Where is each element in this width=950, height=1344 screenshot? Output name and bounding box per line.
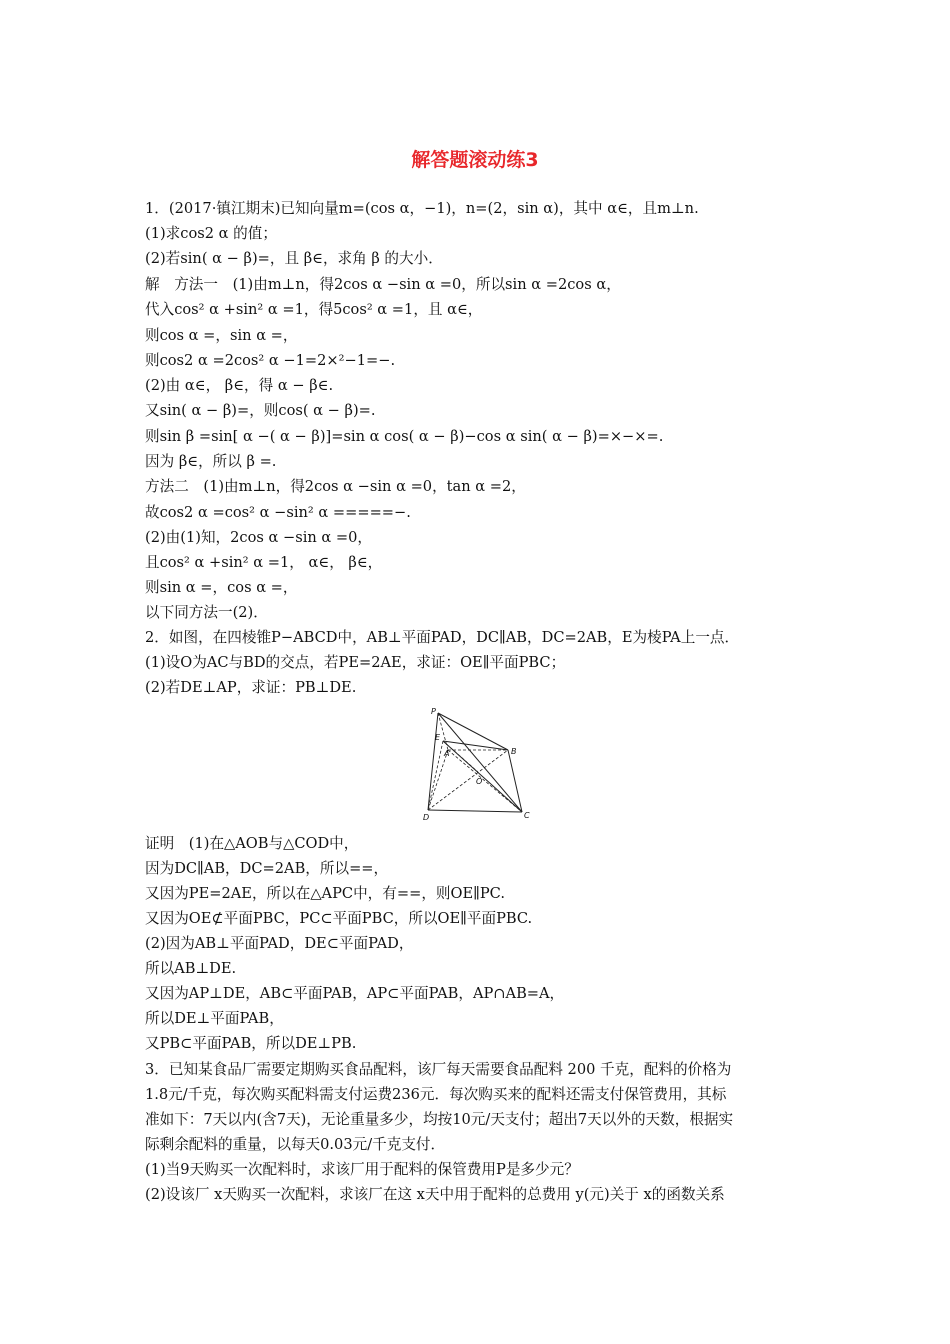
label-e: E: [435, 733, 441, 742]
text-line: 因为 β∈，所以 β =.: [145, 453, 277, 470]
text-line: (1)当9天购买一次配料时，求该厂用于配料的保管费用P是多少元？: [145, 1161, 579, 1178]
text-line: 3．已知某食品厂需要定期购买食品配料，该厂每天需要食品配料 200 千克，配料的价格为: [145, 1061, 732, 1078]
text-line: 所以DE⊥平面PAB，: [145, 1010, 284, 1027]
text-line: 方法二 (1)由m⊥n，得2cos α −sin α =0，tan α =2，: [145, 478, 526, 495]
text-line: 所以AB⊥DE.: [145, 960, 237, 977]
text-line: (2)若sin( α − β)=，且 β∈，求角 β 的大小．: [145, 250, 443, 267]
label-a: A: [444, 749, 450, 758]
text-line: 又因为PE=2AE，所以在△APC中，有==，则OE∥PC.: [145, 885, 505, 902]
text-line: 际剩余配料的重量，以每天0.03元/千克支付．: [145, 1136, 446, 1153]
text-line: 又PB⊂平面PAB，所以DE⊥PB.: [145, 1035, 357, 1052]
text-line: 则cos α =，sin α =，: [145, 327, 298, 344]
text-line: (2)由(1)知，2cos α −sin α =0，: [145, 529, 373, 546]
label-d: D: [423, 813, 430, 822]
text-line: (2)设该厂 x天购买一次配料，求该厂在这 x天中用于配料的总费用 y(元)关于 x的函数关系: [145, 1186, 725, 1203]
text-line: (1)设O为AC与BD的交点，若PE=2AE，求证：OE∥平面PBC；: [145, 654, 566, 671]
text-line: 则sin α =，cos α =，: [145, 579, 298, 596]
text-line: 则sin β =sin[ α −( α − β)]=sin α cos( α − β)−cos α sin( α − β)=×−×=.: [145, 428, 664, 445]
text-line: 解 方法一 (1)由m⊥n，得2cos α −sin α =0，所以sin α =2cos α，: [145, 276, 621, 293]
text-line: 以下同方法一(2)．: [145, 604, 268, 621]
text-line: 1.8元/千克，每次购买配料需支付运费236元．每次购买来的配料还需支付保管费用，其标: [145, 1086, 727, 1103]
pyramid-figure: [418, 706, 538, 824]
label-c: C: [524, 811, 530, 820]
text-line: 故cos2 α =cos² α −sin² α =====−.: [145, 504, 411, 521]
text-line: 证明 (1)在△AOB与△COD中，: [145, 835, 359, 852]
text-line: 1．(2017·镇江期末)已知向量m=(cos α，−1)，n=(2，sin α)，其中 α∈，且m⊥n.: [145, 200, 699, 217]
text-line: 又sin( α − β)=，则cos( α − β)=.: [145, 402, 376, 419]
text-line: 代入cos² α +sin² α =1，得5cos² α =1，且 α∈，: [145, 301, 483, 318]
text-line: 因为DC∥AB，DC=2AB，所以==，: [145, 860, 389, 877]
text-line: (1)求cos2 α 的值；: [145, 225, 277, 242]
text-line: 准如下：7天以内(含7天)，无论重量多少，均按10元/天支付；超出7天以外的天数，根据实: [145, 1111, 734, 1128]
text-line: (2)由 α∈， β∈，得 α − β∈.: [145, 377, 334, 394]
text-line: (2)因为AB⊥平面PAD，DE⊂平面PAD，: [145, 935, 414, 952]
text-line: 2．如图，在四棱锥P−ABCD中，AB⊥平面PAD，DC∥AB，DC=2AB，E为棱PA上一点．: [145, 629, 740, 646]
text-line: 又因为AP⊥DE，AB⊂平面PAB，AP⊂平面PAB，AP∩AB=A，: [145, 985, 565, 1002]
label-o: O: [476, 777, 483, 786]
label-b: B: [511, 747, 517, 756]
text-line: 则cos2 α =2cos² α −1=2×²−1=−.: [145, 352, 396, 369]
pyramid-diagram: [418, 706, 538, 824]
text-line: 且cos² α +sin² α =1， α∈， β∈，: [145, 554, 383, 571]
label-p: P: [431, 707, 436, 716]
page-title: 解答题滚动练3: [411, 149, 539, 171]
text-line: (2)若DE⊥AP，求证：PB⊥DE.: [145, 679, 357, 696]
text-line: 又因为OE⊄平面PBC，PC⊂平面PBC，所以OE∥平面PBC.: [145, 910, 533, 927]
